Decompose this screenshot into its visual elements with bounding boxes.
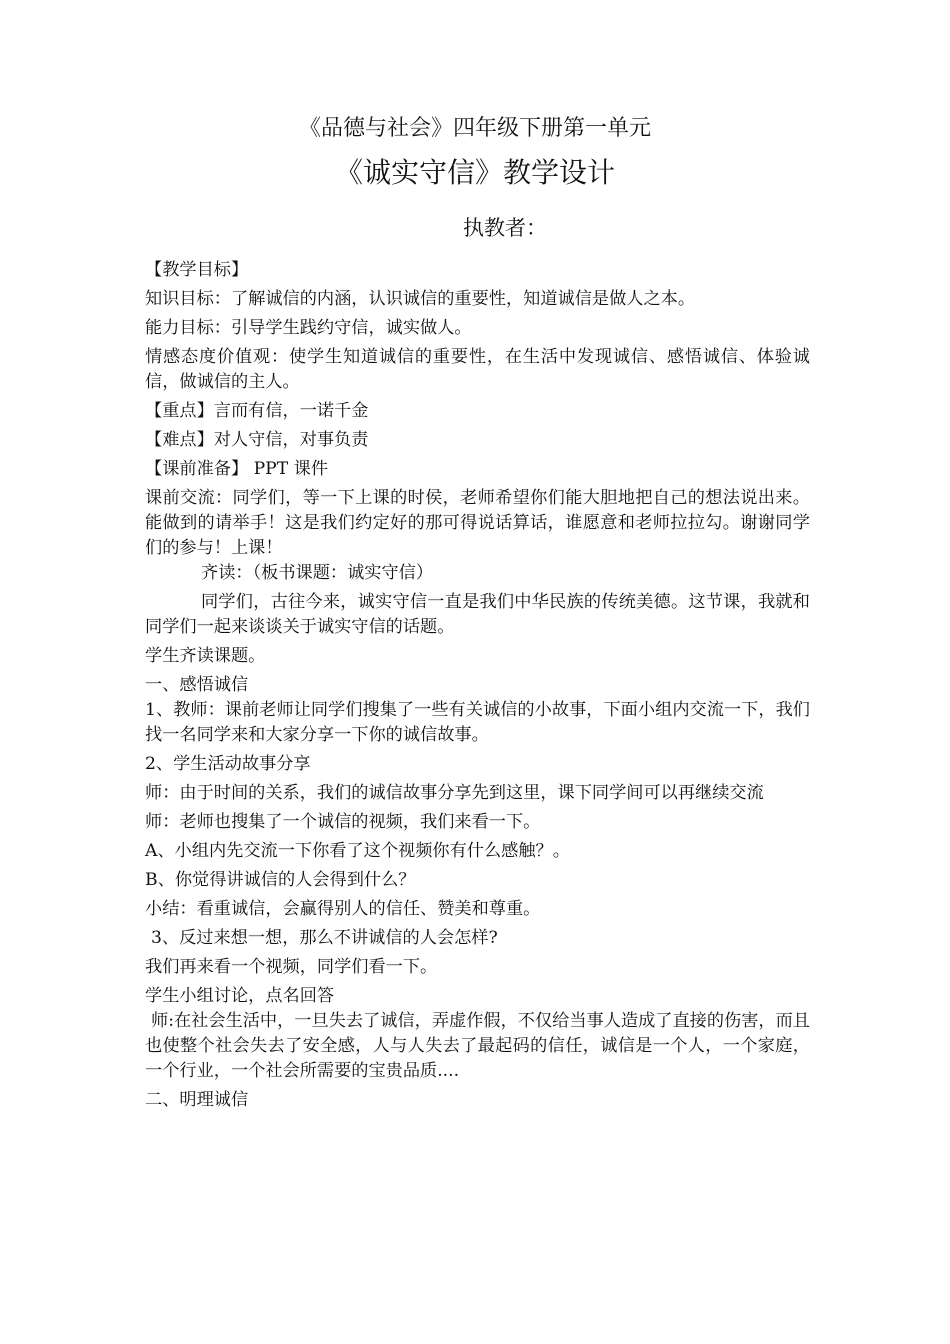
paragraph-key-point: 【重点】言而有信，一诺千金	[145, 401, 369, 421]
paragraph-knowledge-goal: 知识目标：了解诚信的内涵，认识诚信的重要性，知道诚信是做人之本。	[145, 289, 696, 309]
paragraph-teacher-conclusion: 师:在社会生活中，一旦失去了诚信，弄虚作假，不仅给当事人造成了直接的伤害，而且也使整个社会失去了安全感，人与人失去了最起码的信任，诚信是一个人，一个家庭，一个行业，一个社会所需要的宝贵品质....	[145, 1011, 810, 1081]
paragraph-question-b: B、你觉得讲诚信的人会得到什么？	[145, 870, 416, 890]
paragraph-step3: 3、反过来想一想，那么不讲诚信的人会怎样?	[151, 928, 498, 948]
document-title: 《诚实守信》教学设计	[334, 156, 615, 189]
paragraph-group-discussion: 学生小组讨论，点名回答	[145, 986, 335, 1006]
paragraph-ability-goal: 能力目标：引导学生践约守信，诚实做人。	[145, 318, 472, 338]
paragraph-emotion-goal: 情感态度价值观：使学生知道诚信的重要性，在生活中发现诚信、感悟诚信、体验诚信，做诚信的主人。	[145, 347, 810, 392]
paragraph-step2: 2、学生活动故事分享	[145, 754, 311, 774]
teacher-label: 执教者：	[463, 216, 547, 240]
paragraph-question-a: A、小组内先交流一下你看了这个视频你有什么感触？。	[145, 841, 570, 861]
section-heading-part2: 二、明理诚信	[145, 1090, 249, 1110]
paragraph-preparation: 【课前准备】 PPT 课件	[145, 459, 329, 479]
paragraph-introduction: 同学们，古往今来，诚实守信一直是我们中华民族的传统美德。这节课，我就和同学们一起来谈谈关于诚实守信的话题。	[145, 592, 810, 637]
section-heading-objectives: 【教学目标】	[145, 260, 249, 280]
section-heading-part1: 一、感悟诚信	[145, 675, 249, 695]
paragraph-teacher-time: 师：由于时间的关系，我们的诚信故事分享先到这里，课下同学间可以再继续交流	[145, 783, 764, 803]
paragraph-students-read: 学生齐读课题。	[145, 646, 266, 666]
paragraph-summary: 小结：看重诚信，会赢得别人的信任、赞美和尊重。	[145, 899, 541, 919]
document-body	[145, 258, 810, 1117]
paragraph-teacher-video: 师：老师也搜集了一个诚信的视频，我们来看一下。	[145, 812, 541, 832]
paragraph-step1: 1、教师：课前老师让同学们搜集了一些有关诚信的小故事，下面小组内交流一下，我们找一名同学来和大家分享一下你的诚信故事。	[145, 700, 810, 745]
paragraph-difficult-point: 【难点】对人守信，对事负责	[145, 430, 369, 450]
document-subtitle: 《品德与社会》四年级下册第一单元	[298, 116, 651, 141]
paragraph-read-title: 齐读：（板书课题：诚实守信）	[201, 563, 434, 583]
paragraph-second-video: 我们再来看一个视频，同学们看一下。	[145, 957, 438, 977]
paragraph-pre-class: 课前交流：同学们，等一下上课的时侯，老师希望你们能大胆地把自己的想法说出来。能做到的请举手！这是我们约定好的那可得说话算话，谁愿意和老师拉拉勾。谢谢同学们的参与！上课！	[145, 488, 810, 558]
